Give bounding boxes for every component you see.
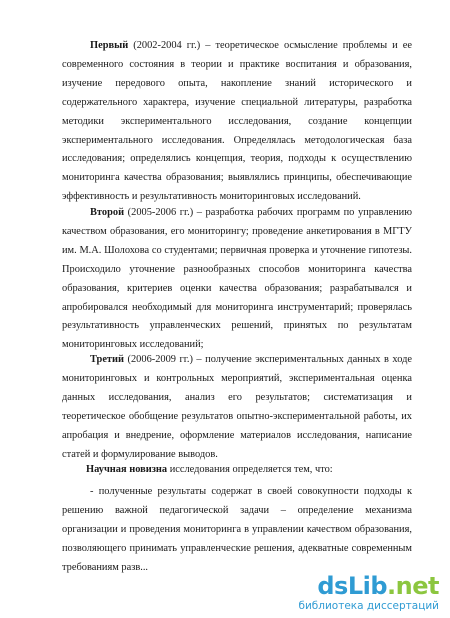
stage-third-text: (2006-2009 гг.) – получение экспериментальных данных в ходе мониторинговых и контрольных мероприятий, экспериментальная оценка данных исследования, анализ его результатов; систематизация и теоретическое обобщение результатов опытно-экспериментальной работы, их апробация и внедрение, оформление материалов исследования, написание статей и формулирование выводов. [62, 354, 412, 460]
dslib-logo: dsLib.net [317, 572, 439, 600]
dslib-subtitle: библиотека диссертаций [298, 600, 439, 612]
novelty-title: Научная новизна [86, 464, 168, 475]
paragraph-stage-first [62, 37, 412, 207]
stage-third-title: Третий [90, 354, 125, 365]
stage-first-text: (2002-2004 гг.) – теоретическое осмысление проблемы и ее современного состояния в теории и практике воспитания и образования, изучение передового опыта, накопление знаний исторического и содержательного характера, изучение специальной литературы, разработка методики экспериментального исследования, создание концепции экспериментального исследования. Определялась методологическая база исследования; определялись концепция, теория, подходы к осуществлению мониторинга качества образования; выявлялись принципы, обеспечивающие эффективность и результативность мониторинговых исследований. [62, 40, 412, 203]
paragraph-stage-third [62, 351, 412, 464]
stage-second-title: Второй [90, 207, 125, 218]
paragraph-novelty-item [62, 483, 412, 578]
dslib-watermark [270, 572, 445, 614]
stage-first-title: Первый [90, 40, 129, 51]
stage-second-text: (2005-2006 гг.) – разработка рабочих программ по управлению качеством образования, его мониторингу; проведение анкетирования в МГТУ им. М.А. Шолохова со студентами; первичная проверка и уточнение гипотезы. Происходило уточнение разнообразных способов мониторинга качества образования, критериев оценки качества образования; разрабатывался и апробировался необходимый для мониторинга инструментарий; проверялась результативность управленческих решений, принятых по результатам мониторинговых исследований; [62, 207, 412, 351]
novelty-item-text: - полученные результаты содержат в своей совокупности подходы к решению важной педагогической задачи – определение механизма организации и проведения мониторинга в управлении качеством образования, позволяющего принимать управленческие решения, адекватные современным требованиям разв... [62, 486, 412, 573]
novelty-text: исследования определяется тем, что: [167, 464, 333, 475]
paragraph-stage-second [62, 204, 412, 355]
paragraph-novelty-heading [86, 461, 412, 480]
